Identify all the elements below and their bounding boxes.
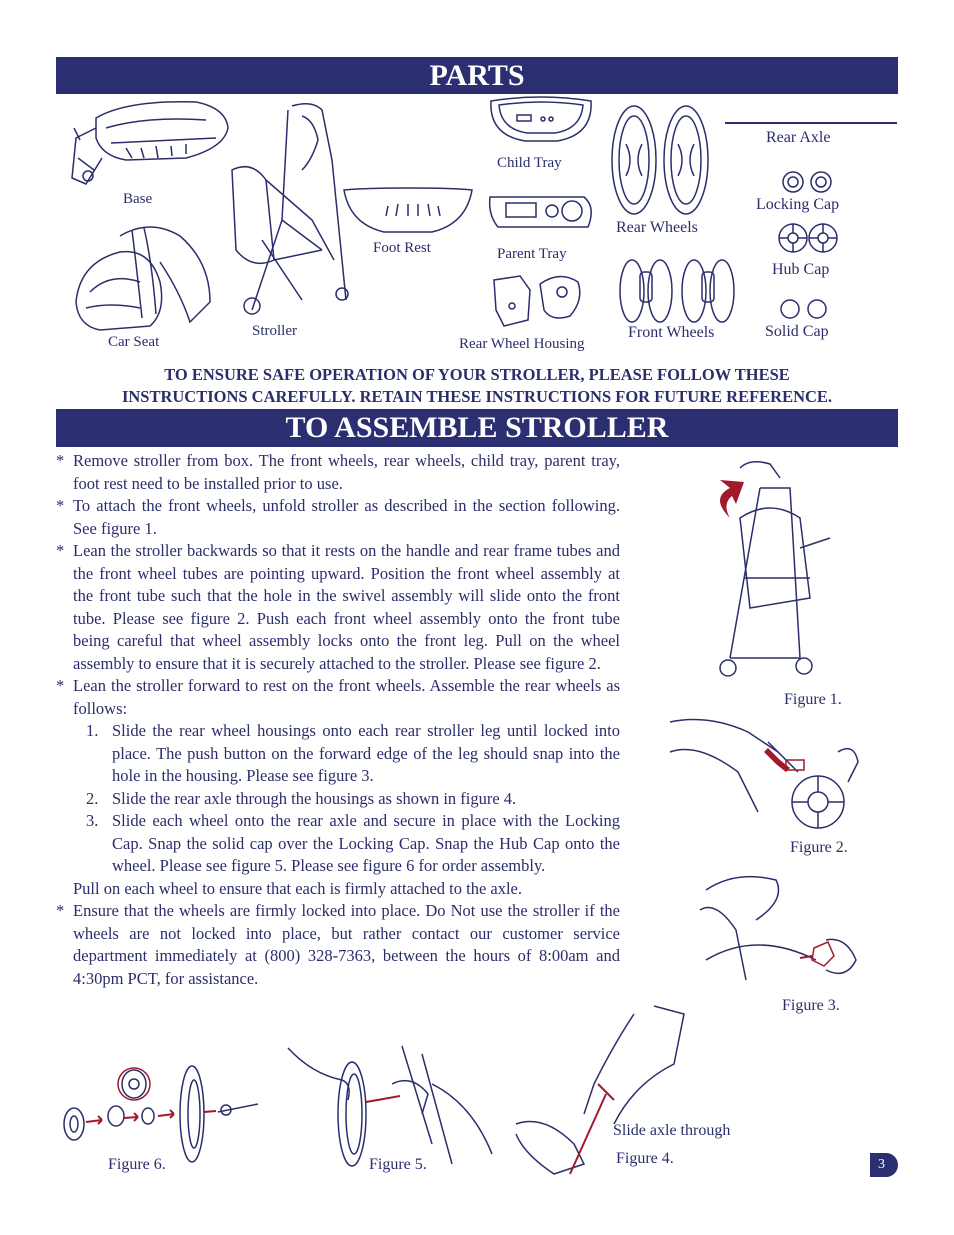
parts-title: PARTS	[56, 57, 898, 94]
instruction-substep-3	[56, 810, 620, 878]
instruction-text: Slide the rear wheel housings onto each rear stroller leg until locked into place. The push button on the forward edge of the leg should snap into the hole in the housing. Please see figure 3.	[112, 721, 620, 785]
warning-line-2: INSTRUCTIONS CAREFULLY. RETAIN THESE INSTRUCTIONS FOR FUTURE REFERENCE.	[121, 387, 833, 406]
substep-number: 1.	[86, 721, 99, 740]
front-wheels-label: Front Wheels	[628, 324, 715, 341]
stroller-illustration	[222, 100, 350, 322]
rear-axle-label: Rear Axle	[766, 129, 831, 146]
rear-wheels-label: Rear Wheels	[616, 219, 698, 236]
instruction-text: To attach the front wheels, unfold stroller as described in the section following. See figure 1.	[73, 496, 620, 538]
parent-tray-illustration	[488, 193, 596, 233]
figure-3-caption: Figure 3.	[782, 997, 840, 1014]
parent-tray-label: Parent Tray	[497, 246, 567, 262]
bullet: *	[56, 496, 65, 515]
car-seat-illustration	[70, 222, 216, 334]
pull-note: Pull on each wheel to ensure that each is firmly attached to the axle.	[73, 878, 523, 898]
instruction-text: Slide each wheel onto the rear axle and secure in place with the Locking Cap. Snap the solid cap over the Locking Cap. Snap the Hub Cap onto the wheel. Please see figure 5. Please see figure 6 for order assembly.	[112, 811, 620, 875]
instruction-step-2	[56, 495, 620, 540]
hub-cap-label: Hub Cap	[772, 261, 830, 278]
figure-1-illustration	[700, 458, 860, 688]
substep-number: 3.	[86, 811, 99, 830]
car-seat-label: Car Seat	[108, 334, 160, 350]
instruction-text: Slide the rear axle through the housings as shown in figure 4.	[112, 788, 517, 808]
rear-wheels-illustration	[606, 104, 714, 216]
instruction-text: Remove stroller from box. The front wheels, rear wheels, child tray, parent tray, foot rest need to be installed prior to use.	[73, 451, 620, 493]
substep-number: 2.	[86, 788, 99, 808]
figure-3-illustration	[696, 870, 860, 992]
rear-axle-illustration	[725, 120, 897, 126]
bullet: *	[56, 451, 65, 470]
rear-wheel-housing-label: Rear Wheel Housing	[459, 336, 585, 352]
figure-5-illustration	[282, 1044, 502, 1170]
stroller-label: Stroller	[252, 323, 297, 339]
front-wheels-illustration	[618, 258, 736, 324]
instruction-step-4	[56, 675, 620, 720]
foot-rest-label: Foot Rest	[373, 240, 431, 256]
locking-cap-label: Locking Cap	[756, 196, 840, 213]
assemble-title: TO ASSEMBLE STROLLER	[56, 409, 898, 447]
instruction-substep-2	[56, 788, 620, 811]
figure-4-caption: Figure 4.	[616, 1150, 674, 1167]
page-number: 3	[870, 1153, 898, 1177]
instruction-step-5	[56, 900, 620, 990]
solid-cap-label: Solid Cap	[765, 323, 829, 340]
instruction-text: Lean the stroller forward to rest on the front wheels. Assemble the rear wheels as follows:	[73, 676, 620, 718]
instruction-step-3	[56, 540, 620, 675]
figure-2-illustration	[668, 712, 860, 834]
instruction-step-1	[56, 450, 620, 495]
rear-wheel-housing-illustration	[490, 270, 584, 328]
child-tray-illustration	[487, 95, 595, 145]
foot-rest-illustration	[342, 184, 474, 236]
warning-line-1: TO ENSURE SAFE OPERATION OF YOUR STROLLER, PLEASE FOLLOW THESE	[164, 365, 790, 384]
instruction-substep-1	[56, 720, 620, 788]
figure-6-illustration	[58, 1064, 264, 1170]
instruction-text: Ensure that the wheels are firmly locked into place. Do Not use the stroller if the wheels are not locked into place, but rather contact our customer service department immediately at (800) 328-7363, between the hours of 8:00am and 4:30pm PCT, for assistance.	[73, 901, 620, 988]
instruction-text: Lean the stroller backwards so that it rests on the handle and rear frame tubes and the front wheel tubes are pointing upward. Position the front wheel assembly at the front tube such that the hole in the swivel assembly will slide onto the front tube. Please see figure 2. Push each front wheel assembly onto the front tube being careful that wheel assembly locks onto the front leg. Pull on the wheel assembly to ensure that it is securely attached to the stroller. Please see figure 2.	[73, 541, 620, 673]
figure-4-note: Slide axle through	[613, 1122, 731, 1139]
base-illustration	[66, 98, 232, 190]
figure-5-caption: Figure 5.	[369, 1156, 427, 1173]
locking-cap-illustration	[781, 170, 833, 194]
bullet: *	[56, 541, 65, 560]
figure-1-caption: Figure 1.	[784, 691, 842, 708]
child-tray-label: Child Tray	[497, 155, 562, 171]
figure-2-caption: Figure 2.	[790, 839, 848, 856]
figure-6-caption: Figure 6.	[108, 1156, 166, 1173]
bullet: *	[56, 676, 65, 695]
solid-cap-illustration	[779, 298, 829, 320]
instructions	[56, 450, 620, 990]
hub-cap-illustration	[777, 218, 839, 258]
bullet: *	[56, 901, 65, 920]
base-label: Base	[123, 191, 153, 207]
safety-warning	[56, 364, 898, 408]
